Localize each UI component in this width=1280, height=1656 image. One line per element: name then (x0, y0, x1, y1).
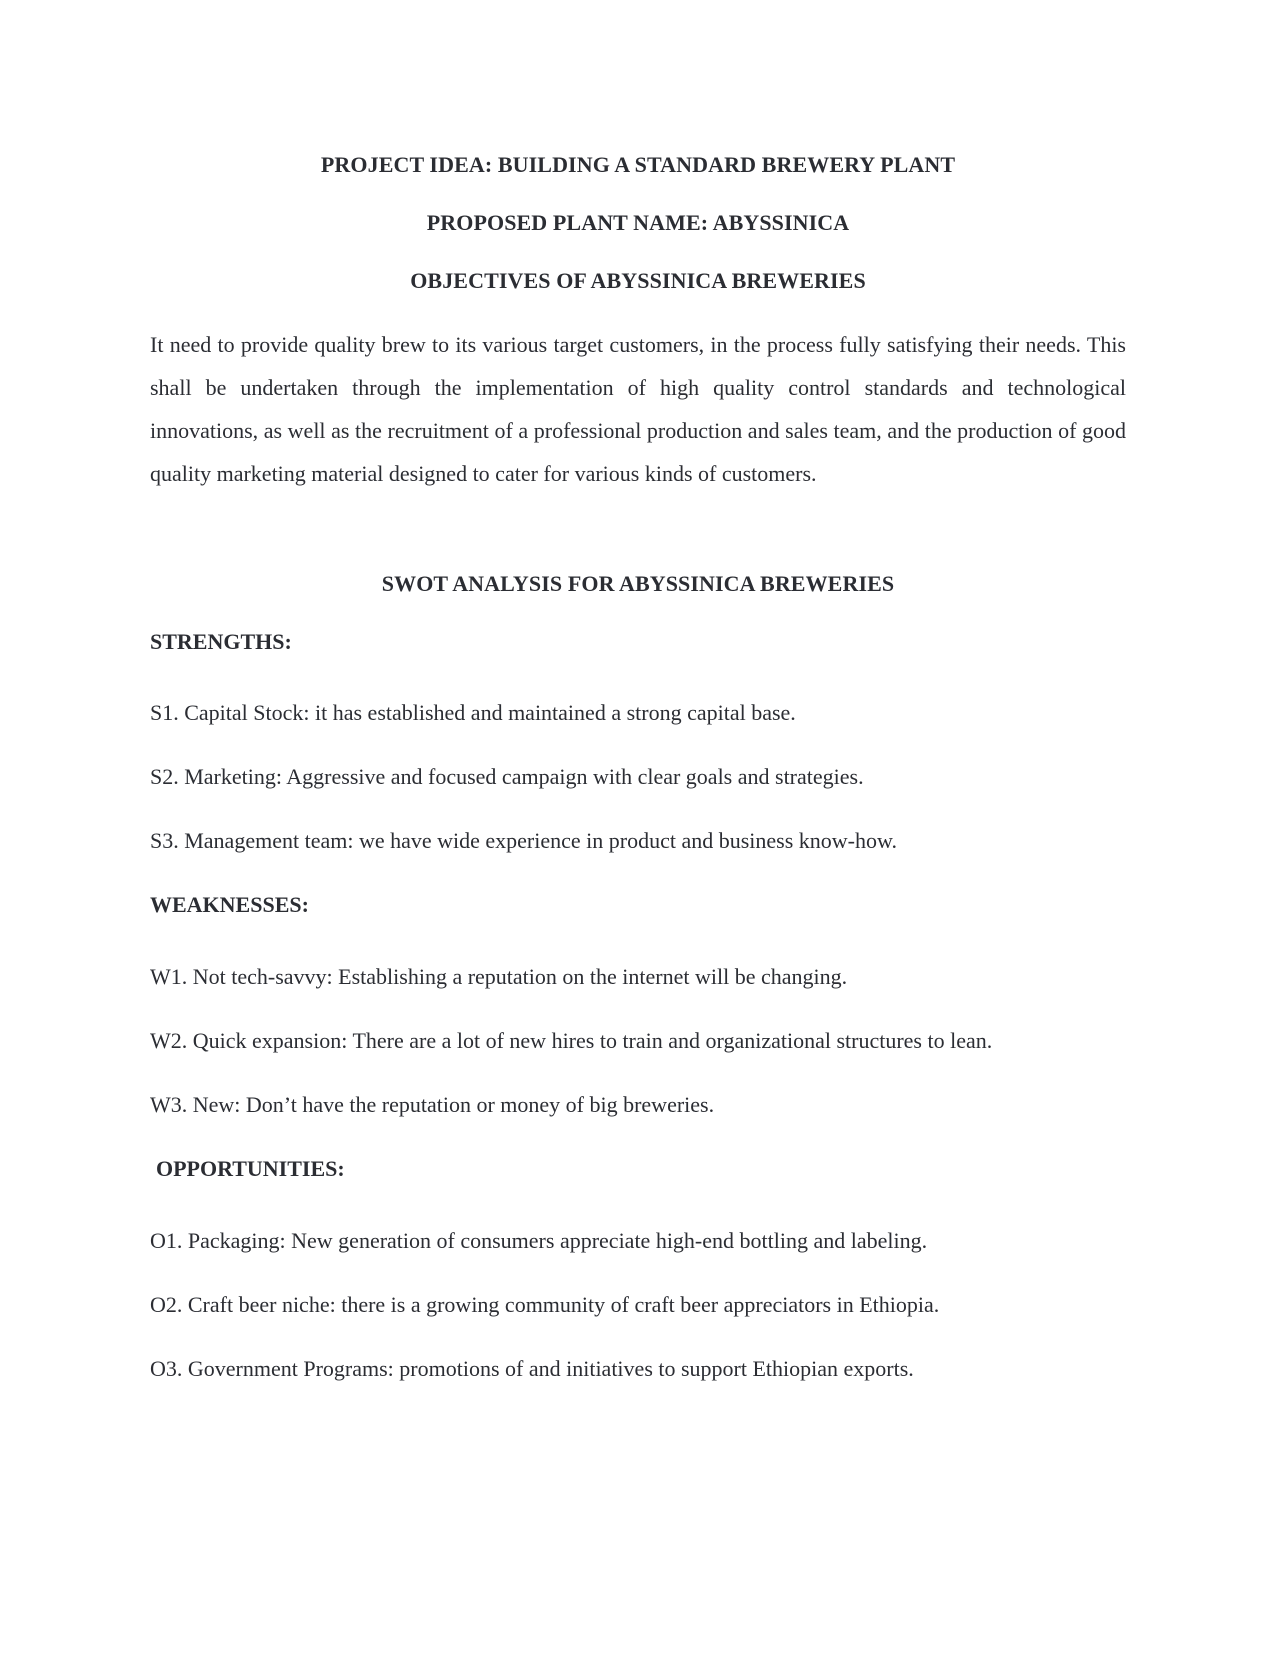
objectives-paragraph: It need to provide quality brew to its various target customers, in the process fully satisfying their needs. This shall be undertaken through the implementation of high quality control standards and technological innovations, as well as the recruitment of a professional production and sales team, and the production of good quality marketing material designed to cater for various kinds of customers. (150, 332, 1126, 486)
weakness-item: W1. Not tech-savvy: Establishing a reputation on the internet will be changing. (150, 964, 848, 989)
opportunity-item: O1. Packaging: New generation of consumers appreciate high-end bottling and labeling. (150, 1228, 928, 1253)
document-title: PROJECT IDEA: BUILDING A STANDARD BREWERY PLANT (320, 152, 956, 177)
weakness-item: W3. New: Don’t have the reputation or money of big breweries. (150, 1092, 715, 1117)
strength-item: S3. Management team: we have wide experience in product and business know-how. (150, 828, 897, 853)
opportunity-item: O3. Government Programs: promotions of and initiatives to support Ethiopian exports. (150, 1356, 914, 1381)
opportunity-item: O2. Craft beer niche: there is a growing community of craft beer appreciators in Ethiopia. (150, 1292, 940, 1317)
strengths-label: STRENGTHS: (150, 629, 292, 654)
plant-name-heading: PROPOSED PLANT NAME: ABYSSINICA (426, 210, 850, 235)
weaknesses-label: WEAKNESSES: (150, 892, 309, 917)
objectives-heading: OBJECTIVES OF ABYSSINICA BREWERIES (410, 268, 866, 293)
weakness-item: W2. Quick expansion: There are a lot of new hires to train and organizational structures to lean. (150, 1028, 993, 1053)
swot-heading: SWOT ANALYSIS FOR ABYSSINICA BREWERIES (381, 571, 895, 596)
strength-item: S2. Marketing: Aggressive and focused campaign with clear goals and strategies. (150, 764, 864, 789)
strength-item: S1. Capital Stock: it has established and maintained a strong capital base. (150, 700, 796, 725)
opportunities-label: OPPORTUNITIES: (156, 1156, 345, 1181)
